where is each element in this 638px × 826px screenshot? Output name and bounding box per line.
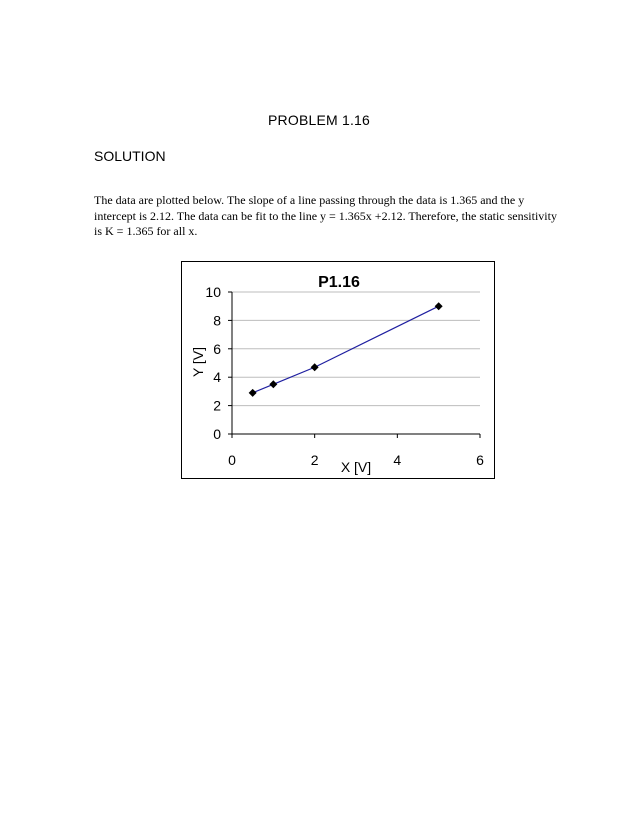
data-point-1 [269,380,277,388]
y-tick-label-2: 2 [213,397,221,414]
x-tick-label-0: 0 [228,452,236,468]
x-tick-label-2: 2 [310,452,319,468]
solution-heading: SOLUTION [94,148,166,164]
x-tick-label-6: 6 [476,452,484,468]
y-axis-title: Y [V] [190,346,206,378]
y-tick-label-6: 6 [213,340,221,357]
y-ticks [205,284,232,442]
data-point-0 [249,389,257,397]
data-point-3 [435,302,443,310]
chart-title: P1.16 [318,274,360,291]
solution-paragraph: The data are plotted below. The slope of a line passing through the data is 1.365 and the y intercept is 2.12. The data can be fit to the line y = 1.365x +2.12. Therefore, the static sensitivity is K = 1.365 for all x. [94,193,557,238]
y-tick-label-4: 4 [213,369,221,386]
x-axis-title: X [V] [340,459,372,475]
gridlines [232,292,480,406]
x-tick-label-4: 4 [393,452,402,468]
data-point-2 [311,363,319,371]
y-tick-label-10: 10 [205,284,221,300]
series-line [253,306,439,393]
y-tick-label-8: 8 [213,312,221,329]
problem-heading: PROBLEM 1.16 [268,112,370,128]
y-tick-label-0: 0 [213,426,221,442]
